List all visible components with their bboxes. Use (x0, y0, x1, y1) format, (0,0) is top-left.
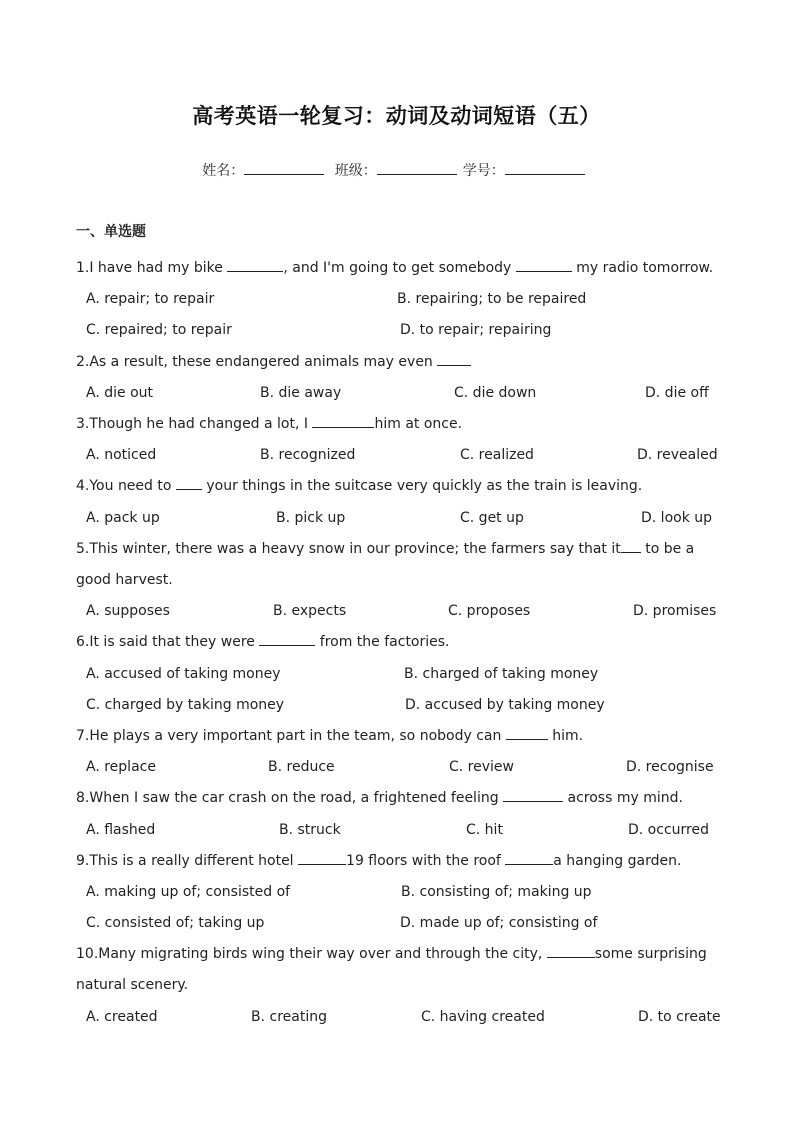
option-b[interactable]: B. die away (260, 385, 342, 401)
option-b[interactable]: B. repairing; to be repaired (397, 291, 587, 307)
class-blank[interactable] (377, 160, 457, 175)
option-b[interactable]: B. charged of taking money (404, 666, 599, 682)
name-label: 姓名： (202, 163, 245, 179)
option-c[interactable]: C. hit (466, 822, 503, 838)
option-d[interactable]: D. made up of; consisting of (400, 915, 598, 931)
class-label: 班级： (334, 163, 377, 179)
question-text: 7.He plays a very important part in the team, so nobody can (76, 728, 506, 744)
option-d[interactable]: D. recognise (626, 759, 714, 775)
question-9 (76, 846, 726, 877)
option-d[interactable]: D. to repair; repairing (400, 322, 552, 338)
option-c[interactable]: C. proposes (448, 603, 531, 619)
question-10 (76, 939, 726, 1001)
question-7 (76, 721, 726, 752)
question-text: 1.I have had my bike (76, 260, 228, 276)
question-text: your things in the suitcase very quickly as the train is leaving. (201, 478, 643, 494)
question-text: 3.Though he had changed a lot, I (76, 416, 313, 432)
question-5 (76, 534, 726, 596)
question-4 (76, 471, 726, 502)
option-b[interactable]: B. recognized (260, 447, 356, 463)
section-title: 一、单选题 (76, 224, 146, 240)
answer-blank (227, 259, 283, 272)
option-d[interactable]: D. die off (645, 385, 709, 401)
answer-blank (506, 727, 548, 740)
answer-blank (312, 415, 374, 428)
question-text: from the factories. (315, 634, 450, 650)
answer-blank (503, 789, 563, 802)
option-d[interactable]: D. occurred (628, 822, 709, 838)
answer-blank (298, 852, 346, 865)
option-d[interactable]: D. accused by taking money (405, 697, 605, 713)
answer-blank (505, 852, 553, 865)
option-d[interactable]: D. to create (638, 1009, 721, 1025)
question-3 (76, 409, 726, 440)
question-1 (76, 253, 726, 284)
answer-blank (176, 477, 202, 490)
question-text: 10.Many migrating birds wing their way over and through the city, (76, 946, 547, 962)
question-text: him at once. (374, 416, 463, 432)
question-text: to be a good harvest. (76, 541, 695, 588)
option-d[interactable]: D. promises (633, 603, 717, 619)
option-a[interactable]: A. created (86, 1009, 158, 1025)
question-text: 9.This is a really different hotel (76, 853, 299, 869)
question-2 (76, 347, 726, 378)
option-a[interactable]: A. replace (86, 759, 156, 775)
question-text: 5.This winter, there was a heavy snow in our province; the farmers say that it (76, 541, 621, 557)
question-text: 6.It is said that they were (76, 634, 260, 650)
option-b[interactable]: B. struck (279, 822, 341, 838)
answer-blank (547, 945, 595, 958)
question-text: a hanging garden. (553, 853, 682, 869)
option-a[interactable]: A. supposes (86, 603, 170, 619)
option-c[interactable]: C. get up (460, 510, 524, 526)
id-blank[interactable] (505, 160, 585, 175)
option-c[interactable]: C. realized (460, 447, 534, 463)
option-b[interactable]: B. reduce (268, 759, 335, 775)
question-text: 8.When I saw the car crash on the road, a frightened feeling (76, 790, 504, 806)
option-b[interactable]: B. creating (251, 1009, 327, 1025)
question-8 (76, 783, 726, 814)
id-label: 学号： (462, 163, 505, 179)
student-info (0, 160, 793, 180)
question-text: 2.As a result, these endangered animals may even (76, 354, 438, 370)
question-text: 19 floors with the roof (346, 853, 506, 869)
page-title: 高考英语一轮复习：动词及动词短语（五） (192, 104, 601, 128)
option-c[interactable]: C. die down (454, 385, 537, 401)
option-b[interactable]: B. expects (273, 603, 347, 619)
option-c[interactable]: C. repaired; to repair (86, 322, 232, 338)
name-blank[interactable] (244, 160, 324, 175)
question-text: , and I'm going to get somebody (283, 260, 516, 276)
option-a[interactable]: A. flashed (86, 822, 156, 838)
question-text: across my mind. (563, 790, 683, 806)
option-a[interactable]: A. making up of; consisted of (86, 884, 291, 900)
answer-blank (259, 633, 315, 646)
question-text: some surprising natural scenery. (76, 946, 707, 993)
option-a[interactable]: A. repair; to repair (86, 291, 215, 307)
question-6 (76, 627, 726, 658)
question-text: him. (547, 728, 584, 744)
answer-blank (437, 353, 471, 366)
answer-blank (621, 540, 641, 553)
option-c[interactable]: C. charged by taking money (86, 697, 285, 713)
option-c[interactable]: C. having created (421, 1009, 545, 1025)
option-a[interactable]: A. noticed (86, 447, 157, 463)
option-c[interactable]: C. consisted of; taking up (86, 915, 265, 931)
option-d[interactable]: D. look up (641, 510, 713, 526)
option-a[interactable]: A. accused of taking money (86, 666, 281, 682)
option-b[interactable]: B. consisting of; making up (401, 884, 592, 900)
option-a[interactable]: A. pack up (86, 510, 160, 526)
option-a[interactable]: A. die out (86, 385, 153, 401)
option-c[interactable]: C. review (449, 759, 514, 775)
question-text: 4.You need to (76, 478, 176, 494)
answer-blank (516, 259, 572, 272)
option-d[interactable]: D. revealed (637, 447, 718, 463)
question-text: my radio tomorrow. (571, 260, 714, 276)
option-b[interactable]: B. pick up (276, 510, 346, 526)
